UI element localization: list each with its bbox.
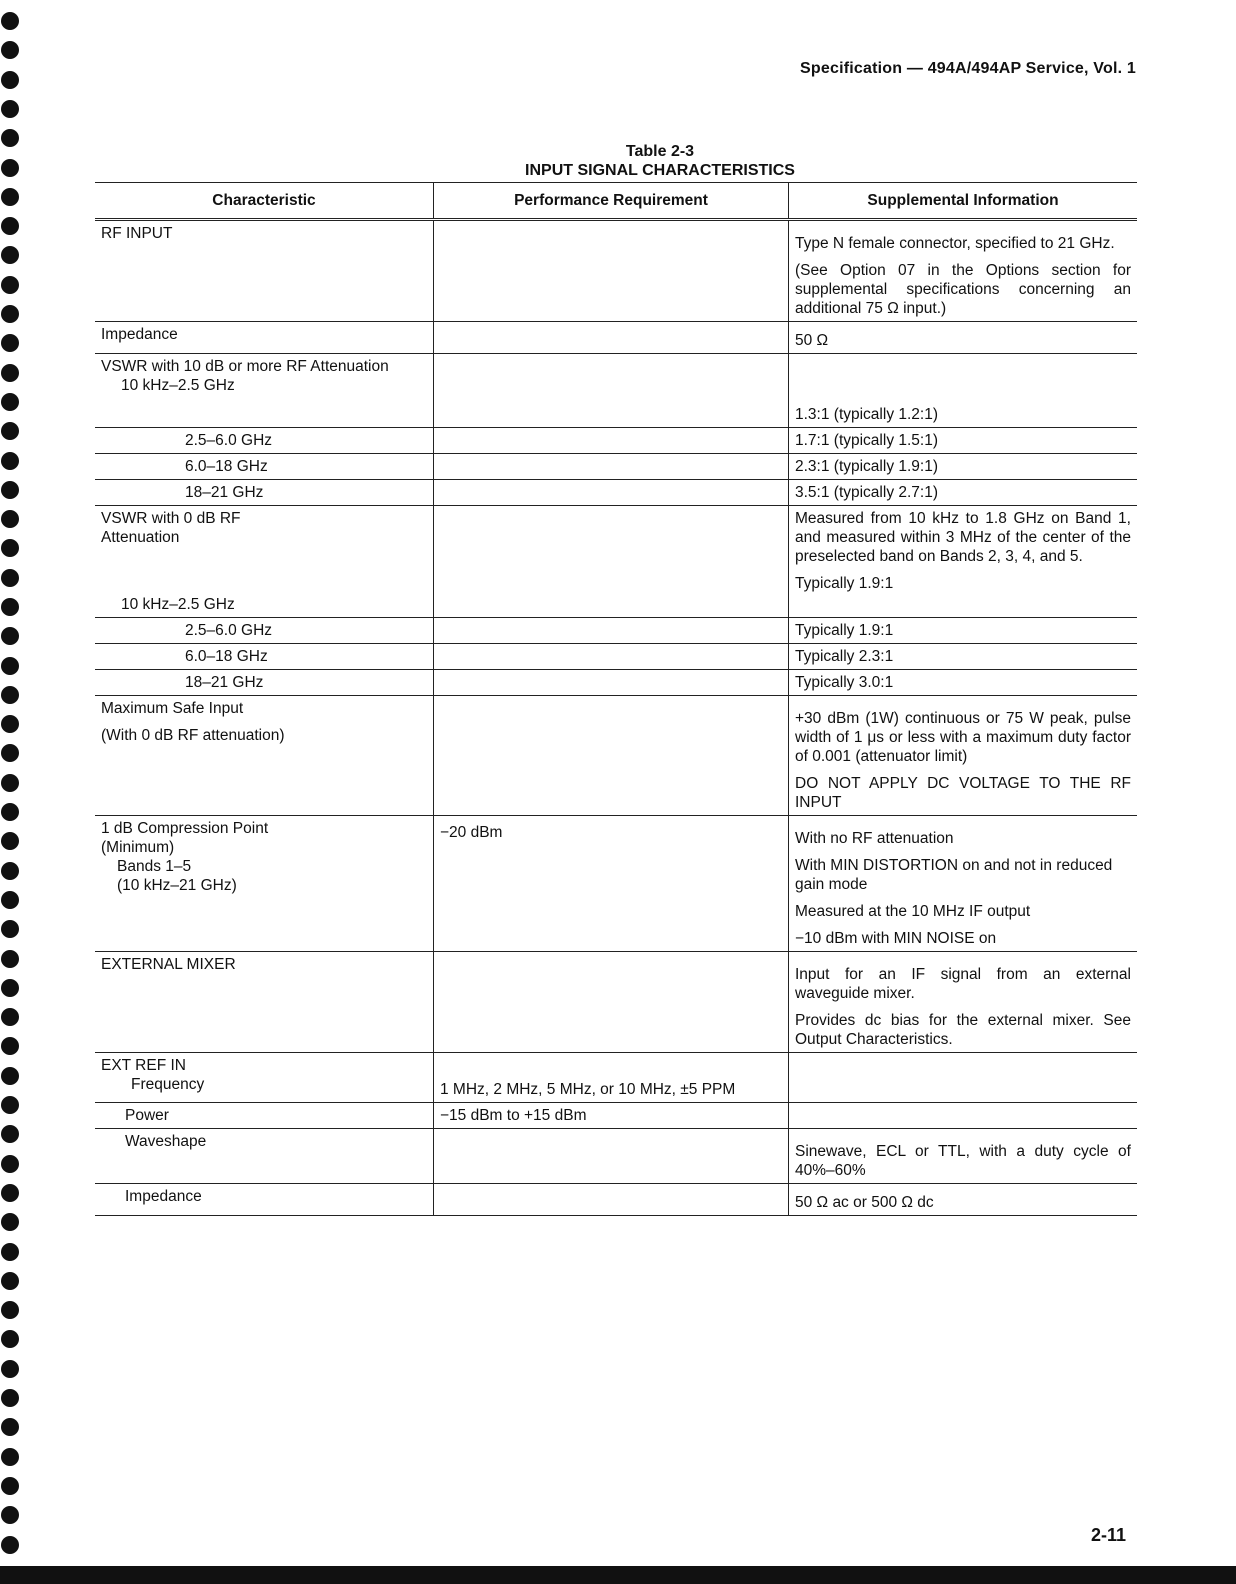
column-header-supplemental: Supplemental Information bbox=[789, 183, 1138, 220]
characteristic-cell: Impedance bbox=[125, 1188, 202, 1205]
performance-cell bbox=[434, 354, 789, 428]
binder-hole bbox=[1, 393, 19, 411]
characteristic-cell: Power bbox=[125, 1107, 169, 1124]
binder-hole bbox=[1, 217, 19, 235]
binder-hole bbox=[1, 1506, 19, 1524]
binder-hole bbox=[1, 1477, 19, 1495]
table-row bbox=[95, 1053, 1137, 1103]
supplemental-cell bbox=[789, 1053, 1138, 1103]
table-row bbox=[95, 1184, 1137, 1216]
table-number: Table 2-3 bbox=[625, 143, 695, 160]
characteristic-cell: 18–21 GHz bbox=[185, 484, 264, 501]
binder-hole bbox=[1, 862, 19, 880]
supplemental-text: Measured from 10 kHz to 1.8 GHz on Band 1, and measured within 3 MHz of the center of the preselected band on Bands 2, 3, 4, and 5. bbox=[795, 510, 1131, 565]
binder-hole bbox=[1, 569, 19, 587]
binder-hole bbox=[1, 774, 19, 792]
performance-cell bbox=[434, 618, 789, 644]
binder-hole bbox=[1, 1184, 19, 1202]
table-row bbox=[95, 1103, 1137, 1129]
performance-cell: −15 dBm to +15 dBm bbox=[440, 1107, 587, 1124]
supplemental-text: 1.7:1 (typically 1.5:1) bbox=[795, 432, 939, 449]
table-row bbox=[95, 480, 1137, 506]
binder-hole bbox=[1, 803, 19, 821]
supplemental-text: Sinewave, ECL or TTL, with a duty cycle of 40%–60% bbox=[795, 1143, 1131, 1179]
binder-hole bbox=[1, 1037, 19, 1055]
binder-hole bbox=[1, 686, 19, 704]
performance-cell bbox=[434, 670, 789, 696]
binder-hole bbox=[1, 1536, 19, 1554]
binder-hole bbox=[1, 1418, 19, 1436]
supplemental-text: Typically 1.9:1 bbox=[795, 622, 894, 639]
binder-hole bbox=[1, 1448, 19, 1466]
binder-hole bbox=[1, 422, 19, 440]
binder-hole bbox=[1, 276, 19, 294]
characteristic-cell: EXT REF IN bbox=[101, 1057, 186, 1074]
characteristic-cell: EXTERNAL MIXER bbox=[101, 956, 236, 973]
binder-hole bbox=[1, 1389, 19, 1407]
supplemental-text: Input for an IF signal from an external waveguide mixer. bbox=[795, 966, 1131, 1002]
table-row bbox=[95, 220, 1137, 322]
binder-hole bbox=[1, 188, 19, 206]
binder-hole bbox=[1, 950, 19, 968]
binder-hole bbox=[1, 832, 19, 850]
performance-cell: −20 dBm bbox=[440, 824, 503, 841]
supplemental-text: Provides dc bias for the external mixer. See Output Characteristics. bbox=[795, 1012, 1131, 1048]
supplemental-text: Type N female connector, specified to 21 GHz. bbox=[795, 235, 1115, 252]
binder-hole bbox=[1, 657, 19, 675]
binder-hole bbox=[1, 744, 19, 762]
binder-hole bbox=[1, 979, 19, 997]
supplemental-cell bbox=[789, 1103, 1138, 1129]
characteristic-cell: 6.0–18 GHz bbox=[185, 648, 268, 665]
page-number: 2-11 bbox=[1090, 1525, 1126, 1545]
characteristic-cell: 18–21 GHz bbox=[185, 674, 264, 691]
binder-hole bbox=[1, 920, 19, 938]
input-signal-table bbox=[95, 182, 1137, 1216]
binder-hole bbox=[1, 246, 19, 264]
performance-cell bbox=[434, 220, 789, 322]
supplemental-text: −10 dBm with MIN NOISE on bbox=[795, 930, 997, 947]
characteristic-subcell: Frequency bbox=[131, 1076, 205, 1093]
table-row bbox=[95, 354, 1137, 428]
table-row bbox=[95, 644, 1137, 670]
characteristic-subcell: 10 kHz–2.5 GHz bbox=[121, 596, 235, 613]
binder-hole bbox=[1, 598, 19, 616]
binder-hole bbox=[1, 1096, 19, 1114]
table-row bbox=[95, 696, 1137, 816]
supplemental-text: With no RF attenuation bbox=[795, 830, 954, 847]
performance-cell bbox=[434, 1184, 789, 1216]
binder-hole bbox=[1, 71, 19, 89]
performance-cell bbox=[434, 696, 789, 816]
running-header: Specification — 494A/494AP Service, Vol. 1 bbox=[800, 60, 1136, 77]
binder-hole bbox=[1, 1213, 19, 1231]
supplemental-text: Typically 2.3:1 bbox=[795, 648, 894, 665]
supplemental-text: 2.3:1 (typically 1.9:1) bbox=[795, 458, 939, 475]
characteristic-cell: 6.0–18 GHz bbox=[185, 458, 268, 475]
binder-hole bbox=[1, 452, 19, 470]
binder-hole bbox=[1, 481, 19, 499]
characteristic-subcell: (With 0 dB RF attenuation) bbox=[101, 727, 285, 744]
binder-hole bbox=[1, 12, 19, 30]
binder-hole bbox=[1, 1243, 19, 1261]
table-row bbox=[95, 952, 1137, 1053]
characteristic-subcell: Bands 1–5 (10 kHz–21 GHz) bbox=[117, 858, 237, 894]
performance-cell bbox=[434, 1129, 789, 1184]
performance-cell bbox=[434, 952, 789, 1053]
supplemental-text: With MIN DISTORTION on and not in reduced gain mode bbox=[795, 857, 1113, 893]
binder-hole bbox=[1, 1008, 19, 1026]
characteristic-cell: 2.5–6.0 GHz bbox=[185, 622, 273, 639]
binder-hole bbox=[1, 1360, 19, 1378]
scan-bottom-border bbox=[0, 1566, 1236, 1584]
binder-hole bbox=[1, 715, 19, 733]
performance-cell bbox=[434, 322, 789, 354]
binder-hole bbox=[1, 1301, 19, 1319]
supplemental-text: Typically 1.9:1 bbox=[795, 575, 894, 592]
binder-hole bbox=[1, 627, 19, 645]
table-row bbox=[95, 454, 1137, 480]
supplemental-text: (See Option 07 in the Options section for supplemental specifications concerning an additional 75 Ω input.) bbox=[795, 262, 1131, 317]
characteristic-cell: VSWR with 10 dB or more RF Attenuation bbox=[101, 358, 389, 375]
characteristic-cell: Impedance bbox=[101, 326, 178, 343]
supplemental-text: 50 Ω bbox=[795, 332, 829, 349]
characteristic-subcell: 10 kHz–2.5 GHz bbox=[121, 377, 235, 394]
performance-cell bbox=[434, 428, 789, 454]
supplemental-text: DO NOT APPLY DC VOLTAGE TO THE RF INPUT bbox=[795, 775, 1131, 811]
performance-cell bbox=[434, 644, 789, 670]
supplemental-text: 50 Ω ac or 500 Ω dc bbox=[795, 1194, 934, 1211]
table-caption bbox=[340, 142, 980, 180]
table-row bbox=[95, 670, 1137, 696]
table-row bbox=[95, 506, 1137, 618]
binder-hole bbox=[1, 1125, 19, 1143]
binder-hole bbox=[1, 539, 19, 557]
binder-holes bbox=[0, 0, 30, 1584]
table-title: INPUT SIGNAL CHARACTERISTICS bbox=[525, 162, 795, 179]
characteristic-cell: 2.5–6.0 GHz bbox=[185, 432, 273, 449]
supplemental-text: +30 dBm (1W) continuous or 75 W peak, pulse width of 1 μs or less with a maximum duty factor of 0.001 (attenuator limit) bbox=[795, 710, 1131, 765]
binder-hole bbox=[1, 1272, 19, 1290]
binder-hole bbox=[1, 334, 19, 352]
table-row bbox=[95, 816, 1137, 952]
supplemental-text: Measured at the 10 MHz IF output bbox=[795, 903, 1031, 920]
binder-hole bbox=[1, 159, 19, 177]
column-header-performance: Performance Requirement bbox=[434, 183, 789, 220]
binder-hole bbox=[1, 100, 19, 118]
table-row bbox=[95, 322, 1137, 354]
supplemental-text: 3.5:1 (typically 2.7:1) bbox=[795, 484, 939, 501]
column-header-characteristic: Characteristic bbox=[95, 183, 434, 220]
performance-cell bbox=[434, 480, 789, 506]
performance-cell: 1 MHz, 2 MHz, 5 MHz, or 10 MHz, ±5 PPM bbox=[440, 1081, 736, 1098]
binder-hole bbox=[1, 41, 19, 59]
binder-hole bbox=[1, 1155, 19, 1173]
characteristic-cell: VSWR with 0 dB RF Attenuation bbox=[101, 510, 241, 546]
performance-cell bbox=[434, 506, 789, 618]
characteristic-cell: 1 dB Compression Point (Minimum) bbox=[101, 820, 269, 856]
binder-hole bbox=[1, 1330, 19, 1348]
binder-hole bbox=[1, 129, 19, 147]
characteristic-cell: RF INPUT bbox=[101, 225, 173, 242]
binder-hole bbox=[1, 510, 19, 528]
characteristic-cell: Waveshape bbox=[125, 1133, 207, 1150]
binder-hole bbox=[1, 891, 19, 909]
table-row bbox=[95, 618, 1137, 644]
performance-cell bbox=[434, 454, 789, 480]
table-row bbox=[95, 428, 1137, 454]
supplemental-text: Typically 3.0:1 bbox=[795, 674, 894, 691]
binder-hole bbox=[1, 364, 19, 382]
supplemental-text: 1.3:1 (typically 1.2:1) bbox=[795, 406, 939, 423]
table-header-row bbox=[95, 183, 1137, 220]
table-row bbox=[95, 1129, 1137, 1184]
binder-hole bbox=[1, 305, 19, 323]
binder-hole bbox=[1, 1067, 19, 1085]
characteristic-cell: Maximum Safe Input bbox=[101, 700, 244, 717]
